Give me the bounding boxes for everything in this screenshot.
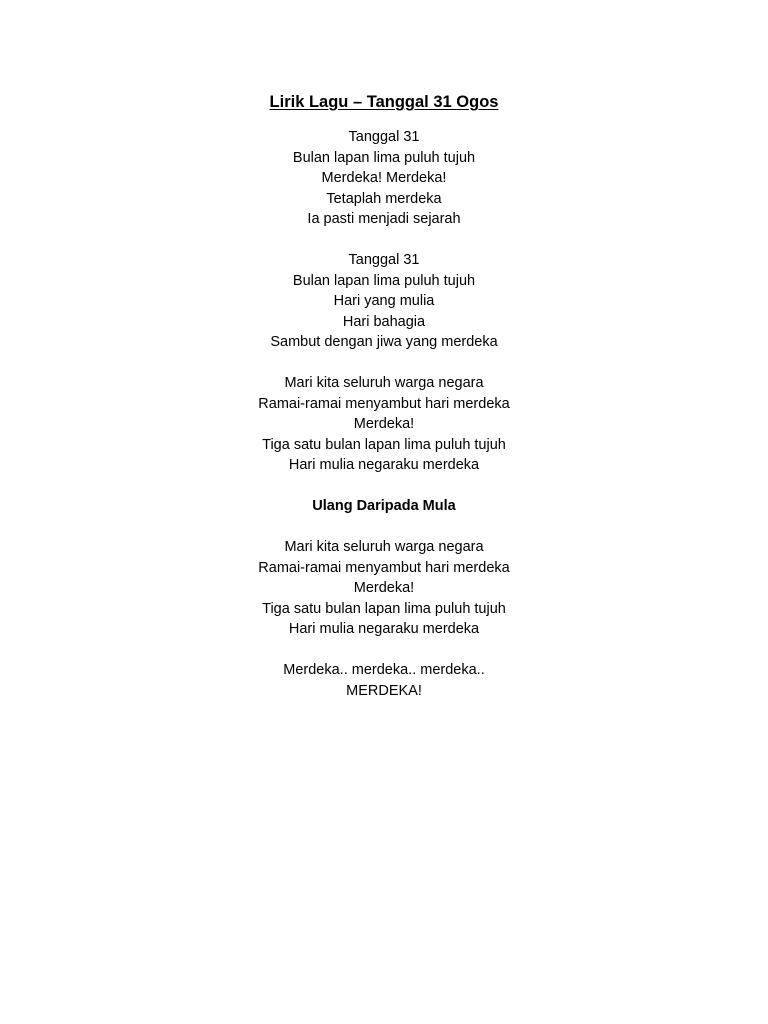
lyric-line: Hari mulia negaraku merdeka bbox=[288, 457, 480, 473]
stanza-4 bbox=[0, 537, 768, 640]
lyric-line: Hari mulia negaraku merdeka bbox=[288, 621, 480, 637]
lyrics-body bbox=[0, 127, 768, 722]
lyric-line: Bulan lapan lima puluh tujuh bbox=[292, 149, 476, 166]
lyric-line: Merdeka.. merdeka.. merdeka.. bbox=[283, 662, 485, 678]
lyric-line: Hari yang mulia bbox=[333, 293, 435, 309]
lyric-line: Merdeka! bbox=[353, 580, 415, 596]
lyric-line: Ramai-ramai menyambut hari merdeka bbox=[258, 559, 510, 576]
lyric-line: Ramai-ramai menyambut hari merdeka bbox=[258, 395, 510, 412]
stanza-5 bbox=[0, 660, 768, 701]
repeat-instruction bbox=[0, 496, 768, 517]
lyric-line: MERDEKA! bbox=[346, 682, 422, 699]
stanza-2 bbox=[0, 250, 768, 353]
lyric-line: Tanggal 31 bbox=[348, 252, 420, 268]
lyric-line: Merdeka! bbox=[353, 416, 415, 432]
lyric-line: Tiga satu bulan lapan lima puluh tujuh bbox=[262, 436, 506, 453]
lyric-line: Sambut dengan jiwa yang merdeka bbox=[270, 334, 498, 350]
lyric-line: Tanggal 31 bbox=[348, 129, 420, 145]
lyric-line: Mari kita seluruh warga negara bbox=[284, 539, 484, 555]
page-title: Lirik Lagu – Tanggal 31 Ogos bbox=[269, 93, 499, 111]
stanza-3 bbox=[0, 373, 768, 476]
stanza-1 bbox=[0, 127, 768, 230]
lyric-line: Ia pasti menjadi sejarah bbox=[307, 211, 461, 227]
lyric-line: Bulan lapan lima puluh tujuh bbox=[292, 272, 476, 289]
lyric-line: Mari kita seluruh warga negara bbox=[284, 375, 484, 391]
repeat-heading: Ulang Daripada Mula bbox=[312, 498, 456, 514]
lyric-line: Tetaplah merdeka bbox=[326, 190, 442, 207]
lyric-line: Merdeka! Merdeka! bbox=[321, 170, 447, 186]
lyric-line: Hari bahagia bbox=[342, 313, 426, 330]
lyric-line: Tiga satu bulan lapan lima puluh tujuh bbox=[262, 600, 506, 617]
